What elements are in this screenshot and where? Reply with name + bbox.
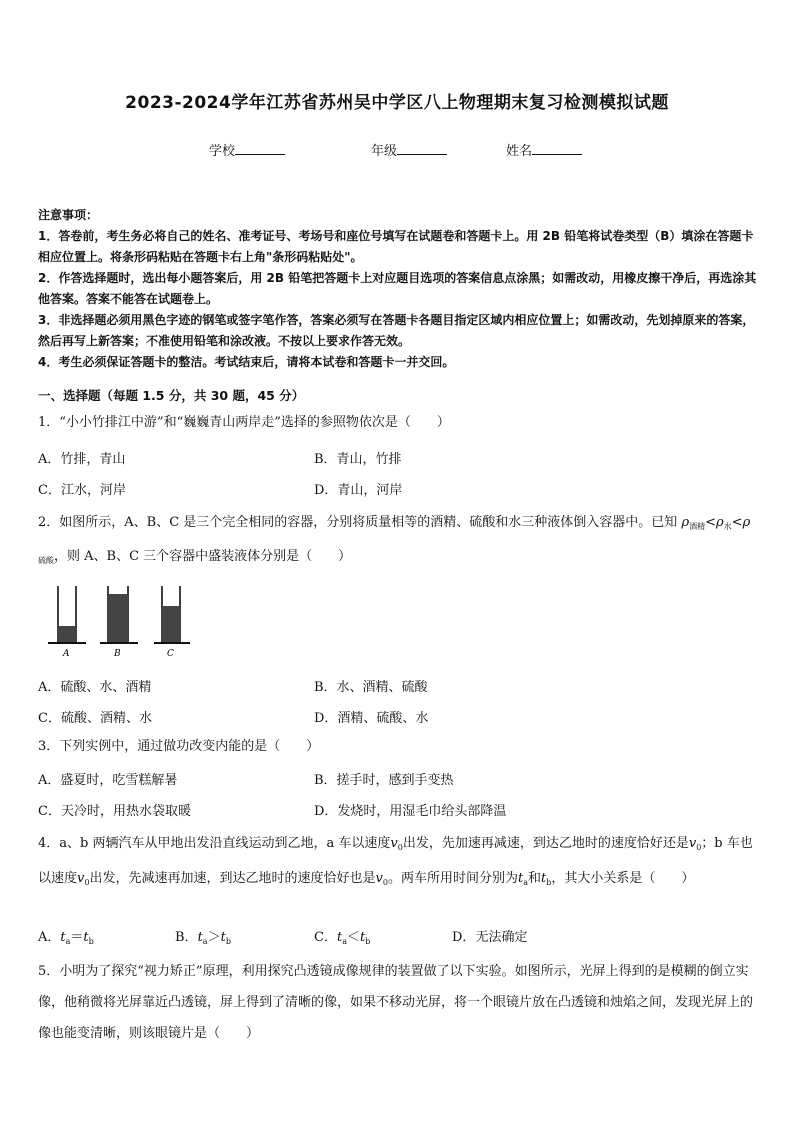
option-c[interactable]: C．天冷时，用热水袋取暖 (38, 804, 191, 819)
subscript: 0 (382, 878, 388, 887)
notice-heading: 注意事项： (38, 208, 99, 222)
subscript: b (546, 878, 552, 887)
container-a (48, 586, 86, 659)
container-c (154, 586, 190, 659)
grade-blank[interactable] (397, 142, 447, 155)
question-5-stem: 5．小明为了探究“视力矫正”原理，利用探究凸透镜成像规律的装置做了以下实验。如图所示，光屏上得到的是模糊的倒立实像，他稍微将光屏靠近凸透镜，屏上得到了清晰的像，如果不移动光屏，将一个眼镜片放在凸透镜和烛焰之间，发现光屏上的像也能变清晰，则该眼镜片是（ ） (38, 964, 754, 1041)
option-text: 无法确定 (475, 930, 528, 945)
section-title: 一、选择题（每题 1.5 分，共 30 题，45 分） (38, 388, 305, 403)
relation: ＞ (207, 930, 221, 945)
grade-field[interactable] (371, 140, 447, 159)
t-symbol: t (220, 930, 226, 945)
option-c[interactable]: C．江水，河岸 (38, 483, 126, 498)
t-symbol: t (336, 930, 343, 945)
option-prefix: D． (452, 930, 476, 945)
label-a: A (63, 649, 70, 659)
stem-text: ，则 A、B、C 三个容器中盛装液体分别是（ ） (54, 549, 352, 564)
subscript: a (523, 878, 528, 887)
subscript: 酒精 (689, 522, 706, 531)
option-prefix: A． (38, 930, 61, 945)
question-3-stem: 3．下列实例中，通过做功改变内能的是（ ） (38, 739, 320, 754)
option-prefix: B． (175, 930, 198, 945)
subscript: a (202, 937, 208, 946)
school-label: 学校 (209, 144, 236, 159)
option-c[interactable] (314, 926, 370, 946)
subscript: b (88, 937, 94, 946)
notice-item: 4．考生必须保证答题卡的整洁。考试结束后，请将本试卷和答题卡一并交回。 (38, 355, 455, 369)
stem-text: 。两车所用时间分别为 (387, 871, 518, 886)
page-title: 2023-2024学年江苏省苏州吴中学区八上物理期末复习检测模拟试题 (125, 93, 669, 113)
subscript: 硫酸 (38, 556, 54, 565)
t-symbol: t (540, 871, 547, 886)
rho-symbol: ρ (742, 515, 751, 530)
t-symbol: t (60, 930, 66, 945)
school-blank[interactable] (235, 142, 285, 155)
label-c: C (167, 649, 174, 659)
option-a[interactable]: A．竹排，青山 (38, 452, 126, 467)
stem-text: 4．a、b 两辆汽车从甲地出发沿直线运动到乙地，a 车以速度 (38, 836, 391, 851)
t-symbol: t (517, 871, 524, 886)
option-b[interactable]: B．水、酒精、硫酸 (314, 680, 428, 695)
stem-text: ；b 车也以速度 (38, 836, 753, 886)
t-symbol: t (83, 930, 89, 945)
name-field[interactable] (506, 140, 582, 159)
v-symbol: v (375, 871, 383, 886)
notice-item: 1．答卷前，考生务必将自己的姓名、准考证号、考场号和座位号填写在试题卷和答题卡上。用 2B 铅笔将试卷类型（B）填涂在答题卡相应位置上。将条形码粘贴在答题卡右上角"条形码粘贴处"。 (38, 229, 754, 264)
t-symbol: t (359, 930, 366, 945)
option-b[interactable]: B．青山，竹排 (314, 452, 402, 467)
name-label: 姓名 (506, 144, 533, 159)
grade-label: 年级 (371, 144, 398, 159)
rho-symbol: ρ (681, 515, 690, 530)
less-than: < (731, 515, 743, 530)
option-prefix: C． (314, 930, 337, 945)
stem-text: 出发，先减速再加速，到达乙地时的速度恰好也是 (89, 871, 376, 886)
t-symbol: t (197, 930, 203, 945)
option-a[interactable]: A．盛夏时，吃雪糕解暑 (38, 773, 178, 788)
question-2-stem (38, 508, 758, 576)
option-c[interactable]: C．硫酸、酒精、水 (38, 711, 152, 726)
question-4-stem (38, 828, 758, 898)
subscript: a (65, 937, 71, 946)
option-a[interactable]: A．硫酸、水、酒精 (38, 680, 152, 695)
v-symbol: v (390, 836, 398, 851)
subscript: b (225, 937, 231, 946)
stem-text: 2．如图所示，A、B、C 是三个完全相同的容器，分别将质量相等的酒精、硫酸和水三种液体倒入容器中。已知 (38, 515, 678, 530)
school-field[interactable] (209, 140, 285, 159)
notice-block (38, 205, 758, 373)
container-b (100, 586, 138, 659)
v-symbol: v (688, 836, 697, 851)
option-d[interactable] (452, 926, 527, 945)
stem-text: 出发，先加速再减速，到达乙地时的速度恰好还是 (402, 836, 689, 851)
subscript: a (342, 937, 347, 946)
containers-diagram (44, 582, 194, 662)
subscript: 0 (397, 843, 403, 852)
option-d[interactable]: D．发烧时，用湿毛巾给头部降温 (314, 804, 507, 819)
subscript: 0 (696, 843, 702, 852)
containers-figure (44, 582, 194, 662)
less-than: < (705, 515, 716, 530)
stem-text: 和 (527, 871, 541, 886)
option-b[interactable]: B．搓手时，感到手变热 (314, 773, 454, 788)
option-a[interactable] (38, 926, 94, 946)
stem-text: ，其大小关系是（ ） (551, 871, 695, 886)
relation: ＝ (70, 930, 84, 945)
relation: ＜ (346, 930, 360, 945)
subscript: 0 (84, 878, 90, 887)
label-b: B (114, 649, 121, 659)
question-1-stem: 1．“小小竹排江中游”和“巍巍青山两岸走”选择的参照物依次是（ ） (38, 415, 450, 430)
notice-item: 2．作答选择题时，选出每小题答案后，用 2B 铅笔把答题卡上对应题目选项的答案信息点涂黑；如需改动，用橡皮擦干净后，再选涂其他答案。答案不能答在试题卷上。 (38, 271, 757, 306)
subscript: 水 (723, 522, 732, 531)
name-blank[interactable] (532, 142, 582, 155)
notice-item: 3．非选择题必须用黑色字迹的钢笔或签字笔作答，答案必须写在答题卡各题目指定区域内相应位置上；如需改动，先划掉原来的答案，然后再写上新答案；不准使用铅笔和涂改液。不按以上要求作答无效。 (38, 313, 755, 348)
subscript: b (365, 937, 371, 946)
option-b[interactable] (175, 926, 231, 946)
v-symbol: v (77, 871, 85, 886)
rho-symbol: ρ (716, 515, 724, 530)
option-d[interactable]: D．酒精、硫酸、水 (314, 711, 429, 726)
option-d[interactable]: D．青山，河岸 (314, 483, 403, 498)
